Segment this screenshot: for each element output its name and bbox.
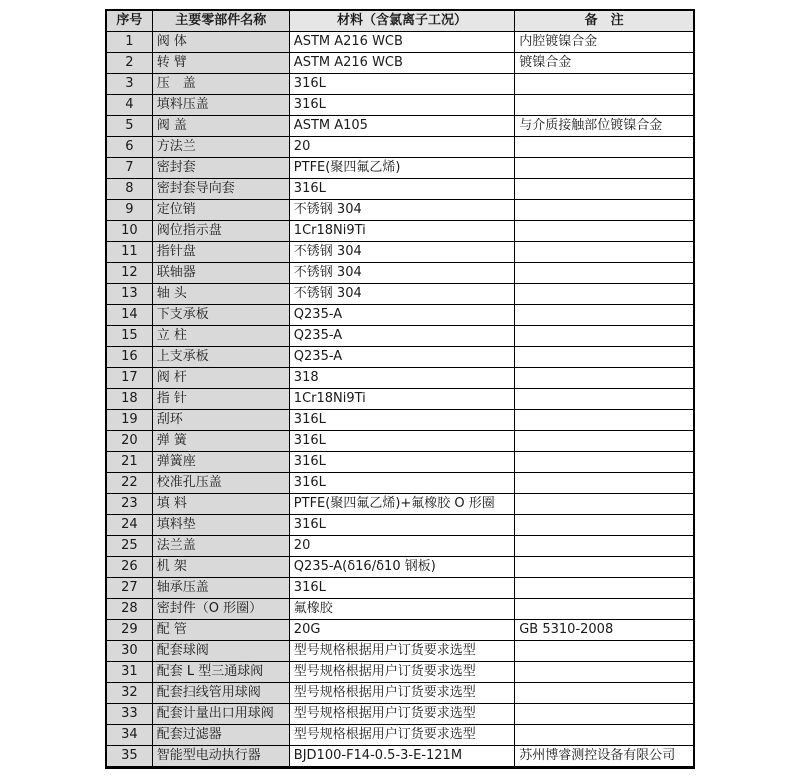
table-row xyxy=(106,347,694,368)
header-material: 材料（含氯离子工况） xyxy=(289,10,514,32)
table-row xyxy=(106,431,694,452)
cell-no: 27 xyxy=(106,578,152,599)
cell-no: 8 xyxy=(106,179,152,200)
table-row xyxy=(106,662,694,683)
cell-material: Q235-A xyxy=(289,347,514,368)
cell-material: 型号规格根据用户订货要求选型 xyxy=(289,641,514,662)
table-row xyxy=(106,683,694,704)
cell-remark xyxy=(515,347,694,368)
cell-material: 不锈钢 304 xyxy=(289,284,514,305)
table-row xyxy=(106,95,694,116)
cell-no: 21 xyxy=(106,452,152,473)
cell-remark xyxy=(515,662,694,683)
cell-material: PTFE(聚四氟乙烯)+氟橡胶 O 形圈 xyxy=(289,494,514,515)
table-row xyxy=(106,641,694,662)
cell-name: 密封套 xyxy=(152,158,289,179)
cell-no: 28 xyxy=(106,599,152,620)
cell-material: 316L xyxy=(289,74,514,95)
cell-remark xyxy=(515,95,694,116)
cell-material: 型号规格根据用户订货要求选型 xyxy=(289,725,514,746)
cell-name: 智能型电动执行器 xyxy=(152,746,289,768)
cell-name: 联轴器 xyxy=(152,263,289,284)
table-row xyxy=(106,473,694,494)
cell-no: 14 xyxy=(106,305,152,326)
cell-name: 阀 体 xyxy=(152,32,289,53)
cell-no: 11 xyxy=(106,242,152,263)
cell-no: 3 xyxy=(106,74,152,95)
table-row xyxy=(106,704,694,725)
table-row xyxy=(106,326,694,347)
cell-no: 12 xyxy=(106,263,152,284)
cell-name: 刮环 xyxy=(152,410,289,431)
cell-remark xyxy=(515,725,694,746)
cell-remark xyxy=(515,74,694,95)
cell-remark: GB 5310-2008 xyxy=(515,620,694,641)
cell-no: 16 xyxy=(106,347,152,368)
cell-no: 20 xyxy=(106,431,152,452)
table-row xyxy=(106,158,694,179)
cell-no: 18 xyxy=(106,389,152,410)
table-row xyxy=(106,368,694,389)
header-no: 序号 xyxy=(106,10,152,32)
cell-remark xyxy=(515,179,694,200)
cell-name: 配套 L 型三通球阀 xyxy=(152,662,289,683)
cell-remark xyxy=(515,473,694,494)
cell-material: 316L xyxy=(289,515,514,536)
cell-name: 压 盖 xyxy=(152,74,289,95)
cell-remark xyxy=(515,326,694,347)
cell-no: 34 xyxy=(106,725,152,746)
cell-name: 填料垫 xyxy=(152,515,289,536)
cell-remark: 苏州博睿测控设备有限公司 xyxy=(515,746,694,768)
table-row xyxy=(106,557,694,578)
cell-name: 机 架 xyxy=(152,557,289,578)
cell-material: BJD100-F14-0.5-3-E-121M xyxy=(289,746,514,768)
table-row xyxy=(106,74,694,95)
cell-remark xyxy=(515,683,694,704)
cell-material: 不锈钢 304 xyxy=(289,263,514,284)
cell-name: 转 臂 xyxy=(152,53,289,74)
cell-remark xyxy=(515,137,694,158)
cell-no: 29 xyxy=(106,620,152,641)
cell-remark xyxy=(515,641,694,662)
table-row xyxy=(106,452,694,473)
cell-name: 阀 盖 xyxy=(152,116,289,137)
table-row xyxy=(106,578,694,599)
cell-material: ASTM A216 WCB xyxy=(289,53,514,74)
table-row xyxy=(106,200,694,221)
table-row xyxy=(106,515,694,536)
cell-no: 15 xyxy=(106,326,152,347)
cell-name: 配套球阀 xyxy=(152,641,289,662)
cell-name: 配套过滤器 xyxy=(152,725,289,746)
cell-name: 密封件（O 形圈） xyxy=(152,599,289,620)
cell-material: 型号规格根据用户订货要求选型 xyxy=(289,662,514,683)
cell-no: 10 xyxy=(106,221,152,242)
table-row xyxy=(106,536,694,557)
cell-remark xyxy=(515,452,694,473)
cell-material: 不锈钢 304 xyxy=(289,200,514,221)
cell-no: 9 xyxy=(106,200,152,221)
table-row xyxy=(106,725,694,746)
cell-no: 35 xyxy=(106,746,152,768)
cell-no: 26 xyxy=(106,557,152,578)
cell-no: 1 xyxy=(106,32,152,53)
cell-remark xyxy=(515,221,694,242)
header-name: 主要零部件名称 xyxy=(152,10,289,32)
cell-no: 32 xyxy=(106,683,152,704)
cell-remark: 镀镍合金 xyxy=(515,53,694,74)
table-row xyxy=(106,32,694,53)
cell-material: 316L xyxy=(289,452,514,473)
cell-no: 7 xyxy=(106,158,152,179)
cell-name: 法兰盖 xyxy=(152,536,289,557)
table-row xyxy=(106,410,694,431)
cell-no: 13 xyxy=(106,284,152,305)
cell-no: 6 xyxy=(106,137,152,158)
cell-remark xyxy=(515,431,694,452)
cell-material: 318 xyxy=(289,368,514,389)
table-row xyxy=(106,389,694,410)
cell-material: 氟橡胶 xyxy=(289,599,514,620)
table-row xyxy=(106,116,694,137)
cell-no: 5 xyxy=(106,116,152,137)
cell-remark xyxy=(515,410,694,431)
cell-no: 31 xyxy=(106,662,152,683)
cell-name: 弹 簧 xyxy=(152,431,289,452)
cell-name: 阀 杆 xyxy=(152,368,289,389)
cell-remark: 与介质接触部位镀镍合金 xyxy=(515,116,694,137)
cell-name: 填料压盖 xyxy=(152,95,289,116)
cell-no: 22 xyxy=(106,473,152,494)
cell-remark xyxy=(515,158,694,179)
cell-no: 17 xyxy=(106,368,152,389)
cell-remark xyxy=(515,284,694,305)
cell-remark xyxy=(515,242,694,263)
cell-no: 19 xyxy=(106,410,152,431)
cell-name: 弹簧座 xyxy=(152,452,289,473)
table-row xyxy=(106,746,694,768)
cell-material: Q235-A xyxy=(289,326,514,347)
cell-name: 下支承板 xyxy=(152,305,289,326)
cell-name: 校准孔压盖 xyxy=(152,473,289,494)
cell-remark: 内腔镀镍合金 xyxy=(515,32,694,53)
table-row xyxy=(106,620,694,641)
cell-remark xyxy=(515,704,694,725)
cell-remark xyxy=(515,200,694,221)
cell-material: 1Cr18Ni9Ti xyxy=(289,389,514,410)
cell-material: 20 xyxy=(289,137,514,158)
cell-material: 1Cr18Ni9Ti xyxy=(289,221,514,242)
cell-no: 2 xyxy=(106,53,152,74)
table-row xyxy=(106,305,694,326)
cell-material: 316L xyxy=(289,473,514,494)
cell-remark xyxy=(515,305,694,326)
cell-remark xyxy=(515,536,694,557)
cell-remark xyxy=(515,494,694,515)
cell-material: 316L xyxy=(289,179,514,200)
cell-name: 轴 头 xyxy=(152,284,289,305)
cell-name: 配套计量出口用球阀 xyxy=(152,704,289,725)
cell-name: 配套扫线管用球阀 xyxy=(152,683,289,704)
cell-no: 24 xyxy=(106,515,152,536)
cell-name: 立 柱 xyxy=(152,326,289,347)
table-row xyxy=(106,242,694,263)
cell-no: 30 xyxy=(106,641,152,662)
cell-material: 20G xyxy=(289,620,514,641)
cell-name: 密封套导向套 xyxy=(152,179,289,200)
cell-material: ASTM A105 xyxy=(289,116,514,137)
cell-remark xyxy=(515,368,694,389)
cell-name: 轴承压盖 xyxy=(152,578,289,599)
parts-table-body xyxy=(106,32,694,768)
table-row xyxy=(106,263,694,284)
cell-name: 指 针 xyxy=(152,389,289,410)
cell-name: 方法兰 xyxy=(152,137,289,158)
table-row xyxy=(106,599,694,620)
header-row xyxy=(106,10,694,32)
cell-material: 316L xyxy=(289,431,514,452)
cell-material: 316L xyxy=(289,410,514,431)
cell-material: 316L xyxy=(289,578,514,599)
cell-remark xyxy=(515,599,694,620)
cell-remark xyxy=(515,557,694,578)
parts-table xyxy=(105,9,695,769)
table-row xyxy=(106,221,694,242)
cell-remark xyxy=(515,515,694,536)
header-remark: 备 注 xyxy=(515,10,694,32)
cell-material: ASTM A216 WCB xyxy=(289,32,514,53)
cell-no: 25 xyxy=(106,536,152,557)
parts-table-container xyxy=(105,9,695,769)
table-row xyxy=(106,284,694,305)
table-row xyxy=(106,179,694,200)
cell-material: PTFE(聚四氟乙烯) xyxy=(289,158,514,179)
cell-no: 23 xyxy=(106,494,152,515)
parts-table-header xyxy=(106,10,694,32)
table-row xyxy=(106,137,694,158)
cell-name: 填 料 xyxy=(152,494,289,515)
cell-no: 33 xyxy=(106,704,152,725)
cell-material: 20 xyxy=(289,536,514,557)
cell-remark xyxy=(515,578,694,599)
cell-name: 上支承板 xyxy=(152,347,289,368)
cell-material: Q235-A(δ16/δ10 钢板) xyxy=(289,557,514,578)
cell-material: 316L xyxy=(289,95,514,116)
cell-material: Q235-A xyxy=(289,305,514,326)
cell-name: 指针盘 xyxy=(152,242,289,263)
cell-name: 阀位指示盘 xyxy=(152,221,289,242)
table-row xyxy=(106,494,694,515)
cell-remark xyxy=(515,263,694,284)
table-row xyxy=(106,53,694,74)
cell-material: 型号规格根据用户订货要求选型 xyxy=(289,704,514,725)
cell-name: 定位销 xyxy=(152,200,289,221)
cell-material: 不锈钢 304 xyxy=(289,242,514,263)
cell-no: 4 xyxy=(106,95,152,116)
cell-name: 配 管 xyxy=(152,620,289,641)
cell-remark xyxy=(515,389,694,410)
cell-material: 型号规格根据用户订货要求选型 xyxy=(289,683,514,704)
